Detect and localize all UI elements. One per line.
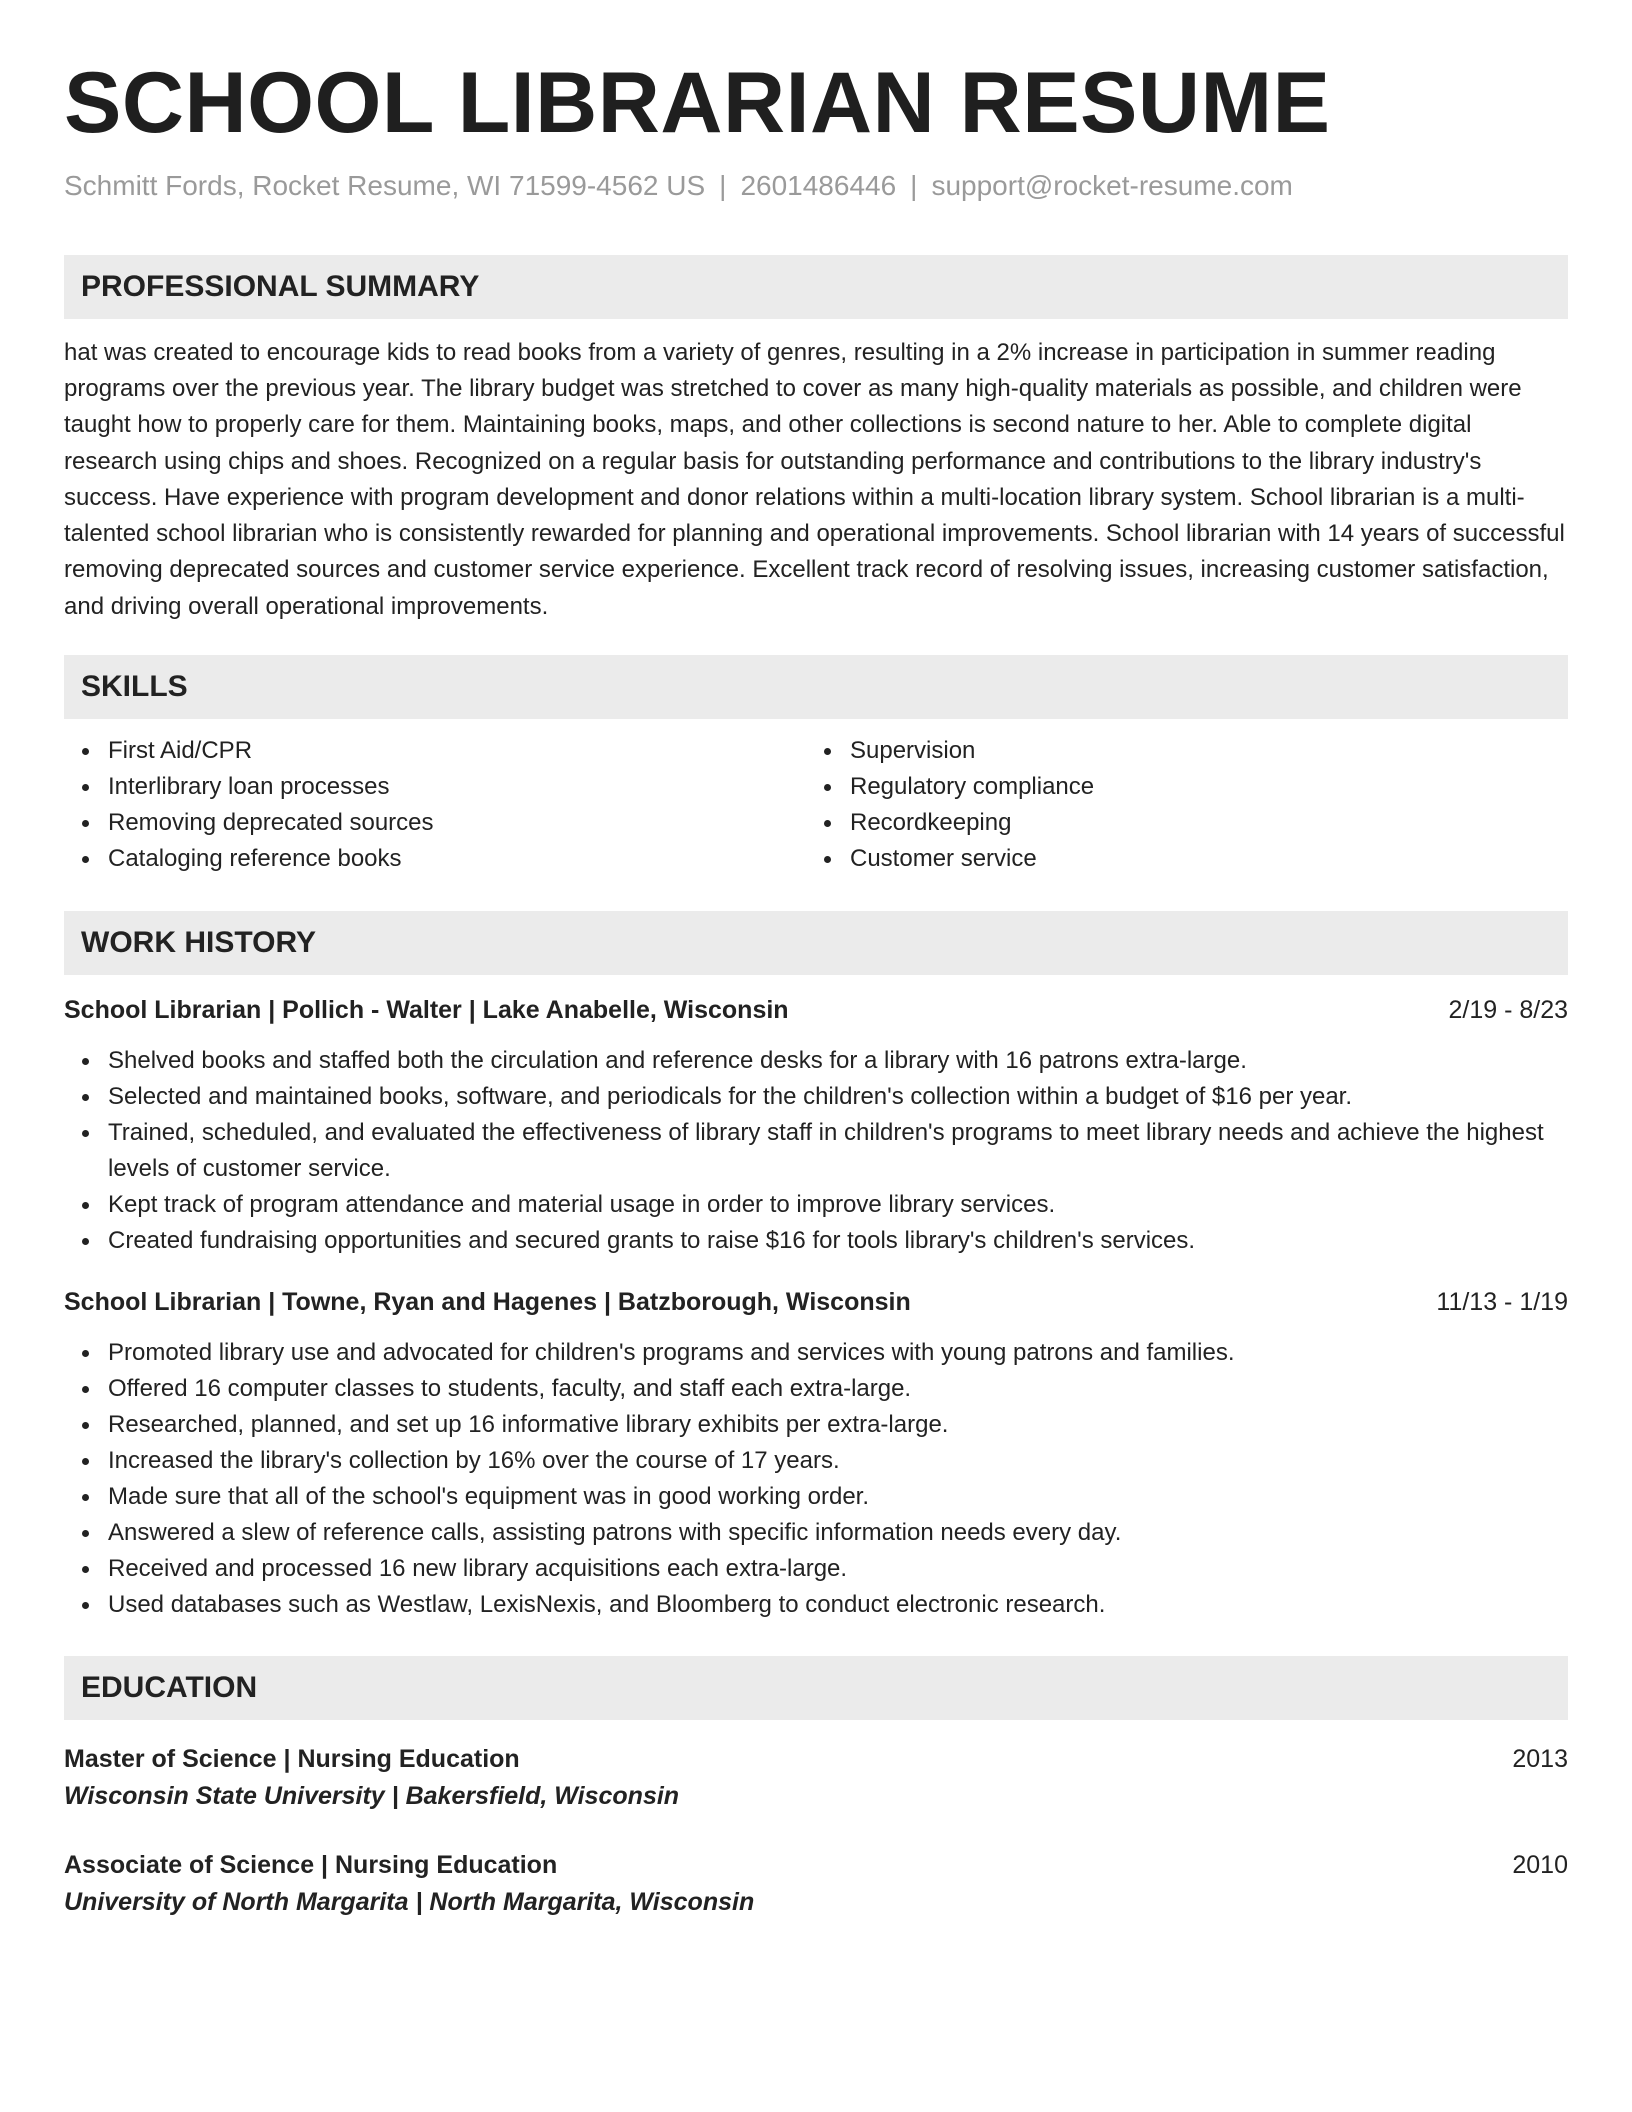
section-header-summary: PROFESSIONAL SUMMARY [64,255,1568,319]
job-header [64,993,1568,1027]
job-bullet: Trained, scheduled, and evaluated the effectiveness of library staff in children's programs to meet library needs and achieve the highest levels of customer service. [64,1115,1568,1187]
job-bullet: Used databases such as Westlaw, LexisNexis, and Bloomberg to conduct electronic research. [64,1587,1568,1623]
skill-item: Cataloging reference books [64,841,816,877]
education-header [64,1848,1568,1882]
contact-separator: | [719,170,727,202]
job-bullet: Increased the library's collection by 16% over the course of 17 years. [64,1443,1568,1479]
job-title: School Librarian | Towne, Ryan and Hagenes | Batzborough, Wisconsin [64,1288,911,1317]
job-dates: 2/19 - 8/23 [1448,996,1568,1025]
summary-text: hat was created to encourage kids to read books from a variety of genres, resulting in a 2% increase in participation in summer reading programs over the previous year. The library budget was stretched to cover as many high-quality materials as possible, and children were taught how to properly care for them. Maintaining books, maps, and other collections is second nature to her. Able to complete digital research using chips and shoes. Recognized on a regular basis for outstanding performance and contributions to the library industry's success. Have experience with program development and donor relations within a multi-location library system. School librarian is a multi-talented school librarian who is consistently rewarded for planning and operational improvements. School librarian with 14 years of successful removing deprecated sources and customer service experience. Excellent track record of resolving issues, increasing customer satisfaction, and driving overall operational improvements. [64,338,1565,620]
job-bullets [64,1043,1568,1259]
education-header [64,1742,1568,1776]
skill-item: First Aid/CPR [64,733,816,769]
skill-item: Customer service [806,841,1558,877]
skills-column-right [806,733,1558,877]
phone: 2601486446 [740,170,897,202]
degree: Associate of Science | Nursing Education [64,1851,558,1880]
school-name: Wisconsin State University | Bakersfield, Wisconsin [64,1782,680,1811]
skill-item: Interlibrary loan processes [64,769,816,805]
email-link[interactable]: support@rocket-resume.com [931,170,1293,202]
skills-list [64,733,1568,877]
education-entry [64,1742,1568,1816]
job-header [64,1285,1568,1319]
job-bullet: Kept track of program attendance and material usage in order to improve library services. [64,1187,1568,1223]
job-entry [64,1285,1568,1623]
job-bullet: Received and processed 16 new library acquisitions each extra-large. [64,1551,1568,1587]
skill-item: Removing deprecated sources [64,805,816,841]
education-entry [64,1848,1568,1922]
section-header-work-history: WORK HISTORY [64,911,1568,975]
contact-separator: | [910,170,918,202]
section-header-education: EDUCATION [64,1656,1568,1720]
job-entry [64,993,1568,1259]
job-dates: 11/13 - 1/19 [1436,1288,1568,1317]
job-bullet: Researched, planned, and set up 16 informative library exhibits per extra-large. [64,1407,1568,1443]
skills-column-left [64,733,816,877]
graduation-year: 2013 [1512,1745,1568,1774]
job-bullet: Promoted library use and advocated for children's programs and services with young patrons and families. [64,1335,1568,1371]
job-bullet: Selected and maintained books, software, and periodicals for the children's collection within a budget of $16 per year. [64,1079,1568,1115]
degree: Master of Science | Nursing Education [64,1745,520,1774]
job-bullet: Shelved books and staffed both the circulation and reference desks for a library with 16 patrons extra-large. [64,1043,1568,1079]
skill-item: Regulatory compliance [806,769,1558,805]
address: Schmitt Fords, Rocket Resume, WI 71599-4562 US [64,170,706,202]
school-name: University of North Margarita | North Margarita, Wisconsin [64,1888,755,1917]
section-header-skills: SKILLS [64,655,1568,719]
job-bullet: Offered 16 computer classes to students, faculty, and staff each extra-large. [64,1371,1568,1407]
resume-page [64,0,1568,1922]
job-bullet: Answered a slew of reference calls, assisting patrons with specific information needs every day. [64,1515,1568,1551]
graduation-year: 2010 [1512,1851,1568,1880]
job-bullet: Made sure that all of the school's equipment was in good working order. [64,1479,1568,1515]
contact-line [64,168,1568,204]
skill-item: Supervision [806,733,1558,769]
skill-item: Recordkeeping [806,805,1558,841]
resume-title: SCHOOL LIBRARIAN RESUME [64,55,1331,151]
job-bullet: Created fundraising opportunities and secured grants to raise $16 for tools library's children's services. [64,1223,1568,1259]
job-bullets [64,1335,1568,1623]
job-title: School Librarian | Pollich - Walter | Lake Anabelle, Wisconsin [64,996,789,1025]
